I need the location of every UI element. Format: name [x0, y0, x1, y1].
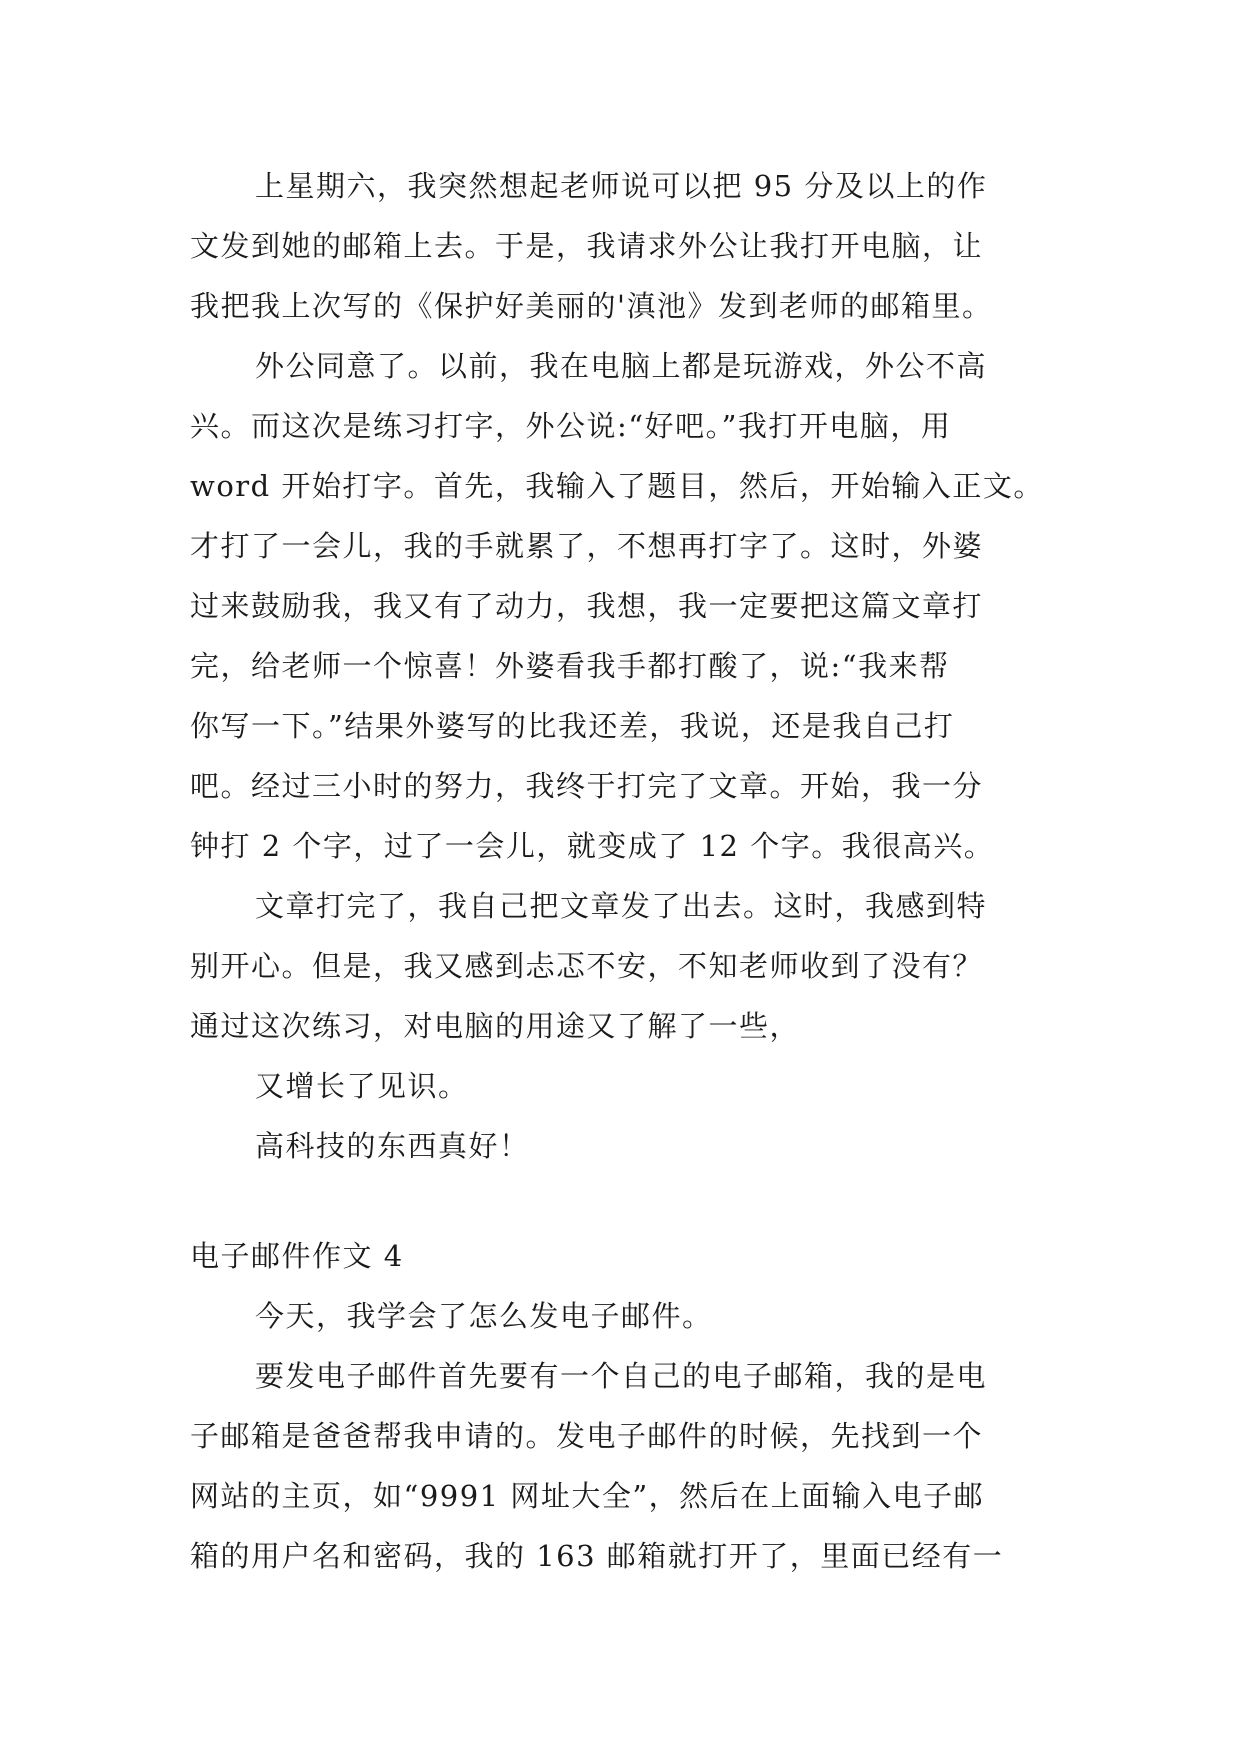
paragraph-line: 你写一下。”结果外婆写的比我还差，我说，还是我自己打	[190, 709, 955, 743]
section-heading: 电子邮件作文 4	[190, 1239, 404, 1273]
paragraph-line: 箱的用户名和密码，我的 163 邮箱就打开了，里面已经有一	[190, 1539, 1004, 1573]
paragraph-line: 吧。经过三小时的努力，我终于打完了文章。开始，我一分	[190, 769, 984, 803]
paragraph-line: 外公同意了。以前，我在电脑上都是玩游戏，外公不高	[255, 349, 988, 383]
paragraph-line: 别开心。但是，我又感到忐忑不安，不知老师收到了没有？	[190, 949, 984, 983]
paragraph-line: 才打了一会儿，我的手就累了，不想再打字了。这时，外婆	[190, 529, 984, 563]
paragraph-line: 通过这次练习，对电脑的用途又了解了一些，	[190, 1009, 801, 1043]
paragraph-line: 文章打完了，我自己把文章发了出去。这时，我感到特	[255, 889, 988, 923]
paragraph-line: 今天，我学会了怎么发电子邮件。	[255, 1299, 713, 1333]
paragraph-line: 子邮箱是爸爸帮我申请的。发电子邮件的时候，先找到一个	[190, 1419, 984, 1453]
paragraph-line: 文发到她的邮箱上去。于是，我请求外公让我打开电脑，让	[190, 229, 984, 263]
paragraph-line: 要发电子邮件首先要有一个自己的电子邮箱，我的是电	[255, 1359, 988, 1393]
paragraph-line: 高科技的东西真好！	[255, 1129, 530, 1163]
paragraph-line: 上星期六，我突然想起老师说可以把 95 分及以上的作	[255, 169, 988, 203]
paragraph-line: 过来鼓励我，我又有了动力，我想，我一定要把这篇文章打	[190, 589, 984, 623]
paragraph-line: 钟打 2 个字，过了一会儿，就变成了 12 个字。我很高兴。	[190, 829, 995, 863]
paragraph-line: 完，给老师一个惊喜！外婆看我手都打酸了，说:“我来帮	[190, 649, 950, 683]
paragraph-line: 又增长了见识。	[255, 1069, 469, 1103]
paragraph-line: 我把我上次写的《保护好美丽的'滇池》发到老师的邮箱里。	[190, 289, 993, 323]
paragraph-line: 网站的主页，如“9991 网址大全”，然后在上面输入电子邮	[190, 1479, 985, 1513]
paragraph-line: word 开始打字。首先，我输入了题目，然后，开始输入正文。	[190, 469, 1044, 503]
paragraph-line: 兴。而这次是练习打字，外公说:“好吧。”我打开电脑，用	[190, 409, 952, 443]
